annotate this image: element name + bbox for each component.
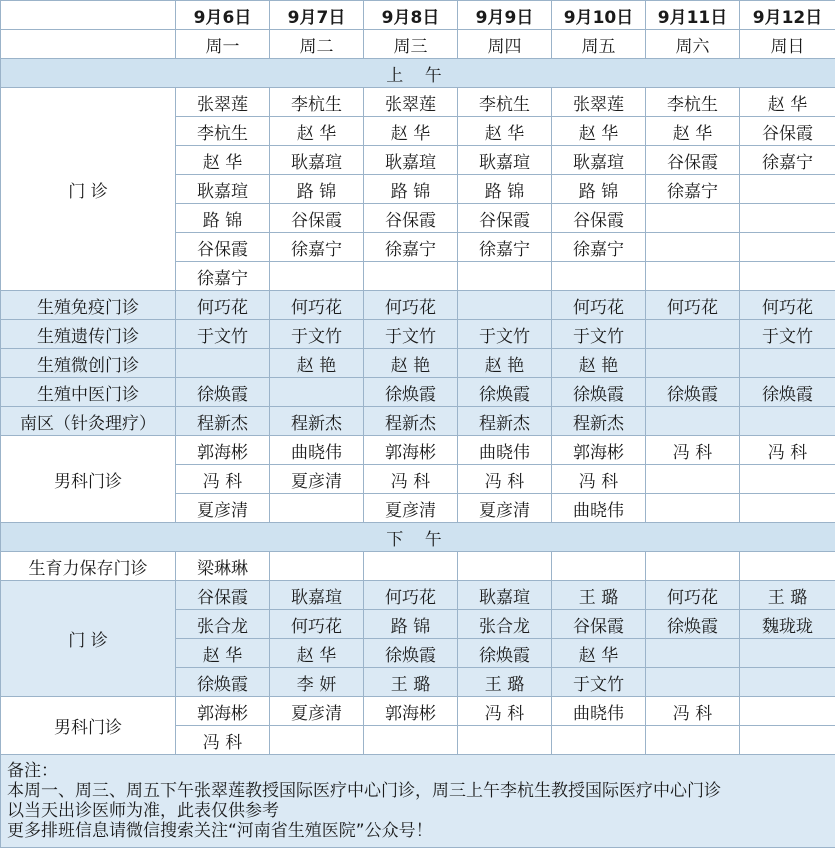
department-cell: 门 诊 — [1, 88, 176, 291]
doctor-cell: 曲晓伟 — [270, 436, 364, 465]
date-cell: 9月6日 — [176, 1, 270, 30]
doctor-cell — [364, 552, 458, 581]
doctor-cell: 冯 科 — [364, 465, 458, 494]
doctor-cell: 何巧花 — [740, 291, 835, 320]
doctor-cell: 赵 华 — [176, 146, 270, 175]
doctor-cell: 徐焕霞 — [458, 639, 552, 668]
doctor-cell: 郭海彬 — [176, 697, 270, 726]
doctor-cell: 徐焕霞 — [364, 378, 458, 407]
weekday-cell: 周一 — [176, 30, 270, 59]
doctor-cell: 郭海彬 — [364, 436, 458, 465]
date-cell: 9月12日 — [740, 1, 835, 30]
doctor-cell: 冯 科 — [176, 726, 270, 755]
doctor-cell: 赵 艳 — [552, 349, 646, 378]
doctor-cell: 于文竹 — [270, 320, 364, 349]
doctor-cell: 徐嘉宁 — [270, 233, 364, 262]
doctor-cell: 夏彦清 — [270, 697, 364, 726]
doctor-cell — [646, 465, 740, 494]
weekday-cell: 周五 — [552, 30, 646, 59]
doctor-cell: 曲晓伟 — [552, 697, 646, 726]
doctor-cell: 赵 艳 — [270, 349, 364, 378]
doctor-cell: 何巧花 — [646, 291, 740, 320]
schedule-row — [1, 320, 835, 349]
doctor-cell: 程新杰 — [458, 407, 552, 436]
department-cell: 生殖免疫门诊 — [1, 291, 176, 320]
doctor-cell: 耿嘉瑄 — [458, 581, 552, 610]
doctor-cell — [740, 726, 835, 755]
department-cell: 南区（针灸理疗） — [1, 407, 176, 436]
doctor-cell: 徐嘉宁 — [552, 233, 646, 262]
date-cell: 9月10日 — [552, 1, 646, 30]
doctor-cell — [458, 262, 552, 291]
doctor-cell: 冯 科 — [458, 697, 552, 726]
doctor-cell: 何巧花 — [176, 291, 270, 320]
schedule-row — [1, 581, 835, 610]
doctor-cell: 耿嘉瑄 — [458, 146, 552, 175]
doctor-cell: 耿嘉瑄 — [364, 146, 458, 175]
doctor-cell: 赵 艳 — [458, 349, 552, 378]
doctor-cell: 张翠莲 — [364, 88, 458, 117]
morning-section-row — [1, 59, 835, 88]
doctor-cell — [646, 726, 740, 755]
doctor-cell: 郭海彬 — [364, 697, 458, 726]
doctor-cell — [552, 262, 646, 291]
doctor-cell — [740, 552, 835, 581]
schedule-row — [1, 407, 835, 436]
doctor-cell — [270, 552, 364, 581]
doctor-cell — [458, 726, 552, 755]
doctor-cell: 程新杰 — [176, 407, 270, 436]
doctor-cell: 何巧花 — [364, 291, 458, 320]
doctor-cell — [270, 262, 364, 291]
doctor-cell — [646, 349, 740, 378]
doctor-cell: 谷保霞 — [552, 610, 646, 639]
doctor-cell: 路 锦 — [458, 175, 552, 204]
doctor-cell — [646, 204, 740, 233]
doctor-cell: 王 璐 — [740, 581, 835, 610]
doctor-cell — [364, 262, 458, 291]
doctor-cell: 张合龙 — [176, 610, 270, 639]
department-cell: 男科门诊 — [1, 697, 176, 755]
doctor-cell: 程新杰 — [552, 407, 646, 436]
weekday-cell: 周三 — [364, 30, 458, 59]
doctor-cell: 冯 科 — [646, 436, 740, 465]
department-cell: 生殖微创门诊 — [1, 349, 176, 378]
doctor-cell: 徐焕霞 — [552, 378, 646, 407]
weekday-header-row — [1, 30, 835, 59]
doctor-cell — [740, 262, 835, 291]
doctor-cell: 程新杰 — [364, 407, 458, 436]
doctor-cell: 赵 华 — [364, 117, 458, 146]
weekday-cell: 周六 — [646, 30, 740, 59]
doctor-cell: 于文竹 — [552, 668, 646, 697]
doctor-cell: 魏珑珑 — [740, 610, 835, 639]
doctor-cell: 冯 科 — [176, 465, 270, 494]
doctor-cell: 徐嘉宁 — [176, 262, 270, 291]
doctor-cell: 夏彦清 — [364, 494, 458, 523]
doctor-cell: 徐焕霞 — [176, 378, 270, 407]
doctor-cell — [646, 552, 740, 581]
doctor-cell: 王 璐 — [458, 668, 552, 697]
doctor-cell: 徐焕霞 — [458, 378, 552, 407]
doctor-cell: 梁琳琳 — [176, 552, 270, 581]
doctor-cell: 徐焕霞 — [646, 610, 740, 639]
doctor-cell: 何巧花 — [646, 581, 740, 610]
date-cell: 9月7日 — [270, 1, 364, 30]
doctor-cell: 于文竹 — [740, 320, 835, 349]
doctor-cell: 徐焕霞 — [646, 378, 740, 407]
doctor-cell: 郭海彬 — [552, 436, 646, 465]
doctor-cell: 路 锦 — [270, 175, 364, 204]
schedule-row — [1, 436, 835, 465]
doctor-cell: 路 锦 — [364, 610, 458, 639]
doctor-cell: 李杭生 — [176, 117, 270, 146]
doctor-cell — [458, 291, 552, 320]
doctor-cell: 耿嘉瑄 — [270, 146, 364, 175]
corner-cell — [1, 30, 176, 59]
doctor-cell — [740, 494, 835, 523]
note-line: 备注： — [7, 761, 829, 781]
doctor-cell — [740, 465, 835, 494]
doctor-cell — [552, 726, 646, 755]
doctor-cell: 于文竹 — [552, 320, 646, 349]
doctor-cell: 李杭生 — [270, 88, 364, 117]
doctor-cell: 冯 科 — [458, 465, 552, 494]
doctor-cell — [646, 320, 740, 349]
schedule-row — [1, 88, 835, 117]
doctor-cell: 耿嘉瑄 — [176, 175, 270, 204]
doctor-cell: 李 妍 — [270, 668, 364, 697]
doctor-cell: 赵 华 — [552, 639, 646, 668]
doctor-cell: 夏彦清 — [176, 494, 270, 523]
date-cell: 9月11日 — [646, 1, 740, 30]
doctor-cell — [740, 697, 835, 726]
date-header-row — [1, 1, 835, 30]
doctor-cell: 王 璐 — [552, 581, 646, 610]
department-cell: 生育力保存门诊 — [1, 552, 176, 581]
doctor-cell: 夏彦清 — [458, 494, 552, 523]
doctor-cell: 程新杰 — [270, 407, 364, 436]
doctor-cell: 曲晓伟 — [458, 436, 552, 465]
doctor-cell — [270, 726, 364, 755]
doctor-cell — [646, 407, 740, 436]
doctor-cell: 冯 科 — [646, 697, 740, 726]
doctor-cell — [740, 639, 835, 668]
afternoon-section-label: 下 午 — [1, 523, 835, 552]
doctor-cell: 路 锦 — [176, 204, 270, 233]
doctor-cell — [740, 204, 835, 233]
doctor-cell: 曲晓伟 — [552, 494, 646, 523]
doctor-cell: 郭海彬 — [176, 436, 270, 465]
doctor-cell: 谷保霞 — [458, 204, 552, 233]
doctor-cell: 何巧花 — [364, 581, 458, 610]
doctor-cell: 徐焕霞 — [364, 639, 458, 668]
doctor-cell: 赵 华 — [270, 639, 364, 668]
doctor-cell: 于文竹 — [364, 320, 458, 349]
doctor-cell: 路 锦 — [364, 175, 458, 204]
doctor-cell: 李杭生 — [646, 88, 740, 117]
doctor-cell: 徐焕霞 — [740, 378, 835, 407]
doctor-cell — [646, 668, 740, 697]
date-cell: 9月9日 — [458, 1, 552, 30]
doctor-cell: 冯 科 — [740, 436, 835, 465]
doctor-cell: 谷保霞 — [646, 146, 740, 175]
doctor-cell — [646, 262, 740, 291]
doctor-cell: 谷保霞 — [740, 117, 835, 146]
doctor-cell: 耿嘉瑄 — [552, 146, 646, 175]
doctor-cell: 赵 华 — [270, 117, 364, 146]
doctor-cell: 何巧花 — [270, 291, 364, 320]
doctor-cell — [740, 349, 835, 378]
doctor-cell: 谷保霞 — [176, 233, 270, 262]
doctor-cell: 赵 华 — [176, 639, 270, 668]
doctor-cell: 徐嘉宁 — [458, 233, 552, 262]
department-cell: 男科门诊 — [1, 436, 176, 523]
doctor-cell: 赵 华 — [458, 117, 552, 146]
department-cell: 门 诊 — [1, 581, 176, 697]
morning-section-label: 上 午 — [1, 59, 835, 88]
doctor-cell: 赵 艳 — [364, 349, 458, 378]
doctor-cell — [458, 552, 552, 581]
afternoon-section-row — [1, 523, 835, 552]
doctor-cell: 谷保霞 — [270, 204, 364, 233]
doctor-cell: 徐嘉宁 — [646, 175, 740, 204]
doctor-cell: 冯 科 — [552, 465, 646, 494]
doctor-cell — [740, 668, 835, 697]
doctor-cell — [740, 233, 835, 262]
doctor-cell: 谷保霞 — [176, 581, 270, 610]
doctor-cell — [646, 494, 740, 523]
doctor-cell: 何巧花 — [552, 291, 646, 320]
doctor-cell — [740, 407, 835, 436]
doctor-cell: 夏彦清 — [270, 465, 364, 494]
doctor-cell: 路 锦 — [552, 175, 646, 204]
doctor-cell: 于文竹 — [458, 320, 552, 349]
doctor-cell: 张翠莲 — [552, 88, 646, 117]
doctor-cell — [552, 552, 646, 581]
doctor-cell: 李杭生 — [458, 88, 552, 117]
doctor-cell: 赵 华 — [646, 117, 740, 146]
doctor-cell: 王 璐 — [364, 668, 458, 697]
doctor-cell — [364, 726, 458, 755]
notes-row — [1, 755, 835, 848]
note-line: 本周一、周三、周五下午张翠莲教授国际医疗中心门诊，周三上午李杭生教授国际医疗中心门诊 — [7, 781, 829, 801]
doctor-cell: 徐焕霞 — [176, 668, 270, 697]
doctor-cell: 徐嘉宁 — [364, 233, 458, 262]
doctor-cell: 谷保霞 — [552, 204, 646, 233]
corner-cell — [1, 1, 176, 30]
doctor-cell — [270, 378, 364, 407]
department-cell: 生殖遗传门诊 — [1, 320, 176, 349]
weekday-cell: 周日 — [740, 30, 835, 59]
doctor-cell: 赵 华 — [740, 88, 835, 117]
doctor-cell: 徐嘉宁 — [740, 146, 835, 175]
date-cell: 9月8日 — [364, 1, 458, 30]
doctor-cell — [646, 233, 740, 262]
doctor-cell: 于文竹 — [176, 320, 270, 349]
doctor-cell: 张翠莲 — [176, 88, 270, 117]
doctor-cell: 谷保霞 — [364, 204, 458, 233]
weekday-cell: 周四 — [458, 30, 552, 59]
doctor-cell — [740, 175, 835, 204]
note-line: 以当天出诊医师为准，此表仅供参考 — [7, 801, 829, 821]
doctor-cell: 张合龙 — [458, 610, 552, 639]
notes-cell — [1, 755, 835, 848]
doctor-cell: 赵 华 — [552, 117, 646, 146]
note-line: 更多排班信息请微信搜索关注“河南省生殖医院”公众号！ — [7, 821, 829, 841]
doctor-cell — [646, 639, 740, 668]
schedule-row — [1, 552, 835, 581]
schedule-row — [1, 349, 835, 378]
doctor-cell — [270, 494, 364, 523]
schedule-row — [1, 378, 835, 407]
doctor-cell: 何巧花 — [270, 610, 364, 639]
weekday-cell: 周二 — [270, 30, 364, 59]
department-cell: 生殖中医门诊 — [1, 378, 176, 407]
schedule-row — [1, 291, 835, 320]
schedule-row — [1, 697, 835, 726]
doctor-cell: 耿嘉瑄 — [270, 581, 364, 610]
doctor-cell — [176, 349, 270, 378]
